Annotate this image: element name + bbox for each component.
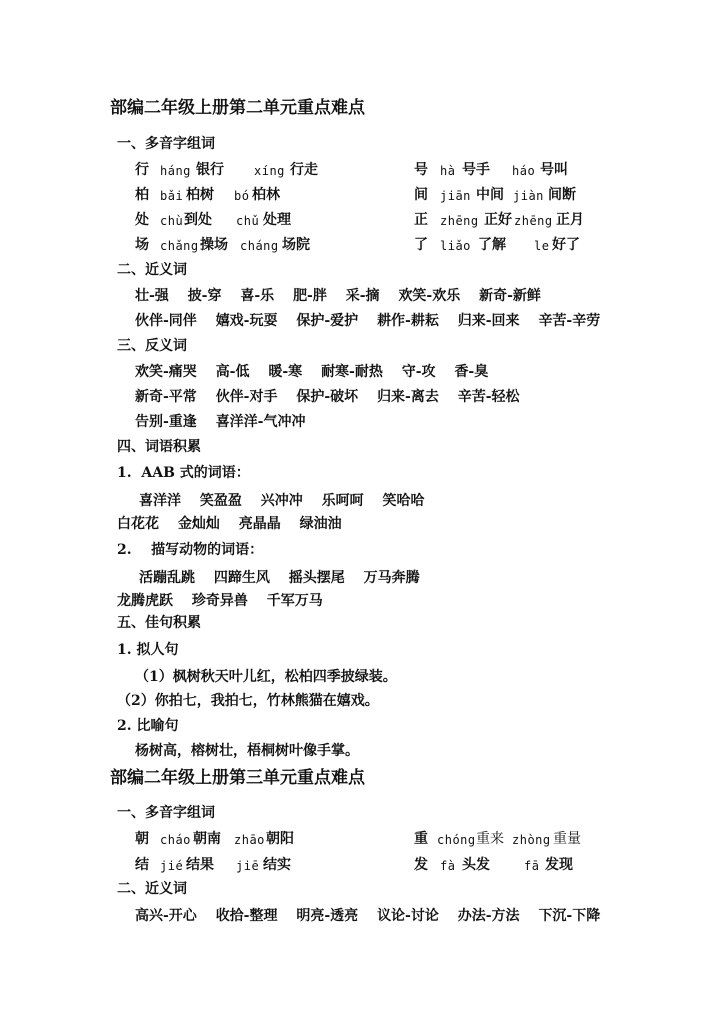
word: 正好 <box>484 212 512 228</box>
word: 行走 <box>290 162 318 178</box>
animal-word: 四蹄生风 <box>213 570 270 586</box>
pinyin: hà <box>440 164 456 178</box>
unit3-s1-heading: 一、多音字组词 <box>117 805 215 821</box>
pinyin: chóng <box>437 833 476 847</box>
word: 结实 <box>263 857 291 873</box>
synonym-pair: 嬉戏-玩耍 <box>215 313 278 329</box>
aab-word: 笑哈哈 <box>382 493 425 509</box>
animal-word: 万马奔腾 <box>363 570 420 586</box>
polyphone-char: 结 <box>135 857 149 873</box>
synonym-pair: 收拾-整理 <box>215 908 278 924</box>
aab-word: 笑盈盈 <box>199 493 242 509</box>
animal-words-subheading: 2. 描写动物的词语： <box>117 542 264 558</box>
pinyin: zhēng <box>440 214 479 228</box>
pinyin: jiān <box>440 189 471 203</box>
pinyin: fā <box>524 859 540 873</box>
pinyin: chù <box>160 214 184 228</box>
unit2-s4-heading: 四、词语积累 <box>117 439 201 455</box>
synonym-line-1 <box>135 287 555 305</box>
antonym-pair: 归来-离去 <box>377 389 439 405</box>
word: 中间 <box>476 187 504 203</box>
pinyin: chǎng <box>160 239 199 253</box>
synonym-pair: 保护-爱护 <box>296 313 359 329</box>
polyphone-char: 处 <box>135 212 149 228</box>
pinyin: cháng <box>240 239 279 253</box>
synonym-pair: 伙伴-同伴 <box>135 313 197 329</box>
antonym-pair: 香-臭 <box>454 364 489 380</box>
aab-word: 绿油油 <box>299 516 342 532</box>
synonym-pair: 肥-胖 <box>293 288 327 304</box>
synonym-pair: 壮-强 <box>135 288 169 304</box>
unit2-s1-heading: 一、多音字组词 <box>117 136 215 152</box>
word: 正月 <box>556 212 584 228</box>
aab-word: 喜洋洋 <box>139 493 181 509</box>
aab-word: 兴冲冲 <box>260 493 303 509</box>
pinyin: jiē <box>236 859 260 873</box>
word: 柏林 <box>252 187 280 203</box>
synonym-pair: 议论-讨论 <box>377 908 439 924</box>
word: 朝阳 <box>266 831 294 847</box>
unit3-title: 部编二年级上册第三单元重点难点 <box>110 768 365 788</box>
synonym-pair: 新奇-新鲜 <box>479 288 541 304</box>
unit3-s2-heading: 二、近义词 <box>117 881 187 897</box>
pinyin: chǔ <box>236 214 260 228</box>
pinyin: zhòng <box>512 833 551 847</box>
sentence: 杨树高，榕树壮，梧桐树叶像手掌。 <box>135 743 359 759</box>
pinyin: bó <box>234 189 250 203</box>
animal-words-line-1 <box>139 569 434 587</box>
synonym-pair: 下沉-下降 <box>538 908 601 924</box>
pinyin: zhēng <box>514 214 553 228</box>
synonym-pair: 辛苦-辛劳 <box>538 313 601 329</box>
aab-word: 白花花 <box>117 516 159 532</box>
personification-subheading: 1. 拟人句 <box>117 642 179 658</box>
synonym-pair: 欢笑-欢乐 <box>398 288 461 304</box>
sentence: （2）你拍七，我拍七，竹林熊猫在嬉戏。 <box>117 693 379 709</box>
unit2-s5-heading: 五、佳句积累 <box>117 615 201 631</box>
synonym-pair: 披-穿 <box>187 288 222 304</box>
aab-word: 金灿灿 <box>177 516 220 532</box>
synonym-pair: 耕作-耕耘 <box>377 313 439 329</box>
antonym-pair: 告别-重逢 <box>135 414 197 430</box>
word: 柏树 <box>186 187 214 203</box>
pinyin: jiàn <box>513 189 544 203</box>
antonym-pair: 保护-破坏 <box>296 389 359 405</box>
synonym-pair: 采-摘 <box>345 288 380 304</box>
aab-words-line-2 <box>117 515 356 533</box>
unit3-synonym-line-1 <box>135 907 614 925</box>
antonym-line-2 <box>135 388 534 406</box>
pinyin: háo <box>512 164 536 178</box>
word: 朝南 <box>193 831 221 847</box>
aab-words-line-1 <box>139 492 439 510</box>
word: 头发 <box>462 857 490 873</box>
antonym-pair: 辛苦-轻松 <box>457 389 520 405</box>
pinyin: cháo <box>160 833 191 847</box>
synonym-line-2 <box>135 312 614 330</box>
word: 重来 <box>476 831 504 847</box>
antonym-pair: 暖-寒 <box>268 364 303 380</box>
polyphone-char: 朝 <box>135 831 149 847</box>
animal-words-line-2 <box>117 592 337 610</box>
polyphone-char: 发 <box>414 857 428 873</box>
polyphone-char: 间 <box>414 187 428 203</box>
word: 操场 <box>200 237 228 253</box>
antonym-pair: 守-攻 <box>401 364 436 380</box>
pinyin: bǎi <box>160 189 184 203</box>
antonym-pair: 高-低 <box>215 364 250 380</box>
pinyin: liǎo <box>440 239 471 253</box>
pinyin: le <box>534 239 550 253</box>
sentence: （1）枫树秋天叶儿红，松柏四季披绿装。 <box>135 669 397 685</box>
polyphone-char: 号 <box>414 162 428 178</box>
aab-word: 乐呵呵 <box>321 493 364 509</box>
aab-subheading: 1. AAB 式的词语： <box>117 465 250 481</box>
unit2-s2-heading: 二、近义词 <box>117 262 187 278</box>
synonym-pair: 明亮-透亮 <box>296 908 359 924</box>
animal-word: 千军万马 <box>266 593 323 609</box>
synonym-pair: 喜-乐 <box>240 288 275 304</box>
pinyin: xíng <box>254 164 285 178</box>
word: 重量 <box>553 831 581 847</box>
antonym-pair: 新奇-平常 <box>135 389 197 405</box>
polyphone-char: 柏 <box>135 187 149 203</box>
aab-word: 亮晶晶 <box>238 516 281 532</box>
antonym-line-3 <box>135 413 320 431</box>
word: 到处 <box>184 212 212 228</box>
polyphone-char: 行 <box>135 162 149 178</box>
antonym-pair: 伙伴-对手 <box>215 389 278 405</box>
polyphone-char: 了 <box>414 237 428 253</box>
unit2-title: 部编二年级上册第二单元重点难点 <box>110 98 365 118</box>
word: 好了 <box>552 237 580 253</box>
metaphor-subheading: 2. 比喻句 <box>117 718 179 734</box>
word: 银行 <box>196 162 224 178</box>
polyphone-char: 场 <box>135 237 149 253</box>
pinyin: jié <box>160 859 184 873</box>
animal-word: 珍奇异兽 <box>191 593 248 609</box>
word: 间断 <box>548 187 576 203</box>
antonym-line-1 <box>135 363 502 381</box>
antonym-pair: 喜洋洋-气冲冲 <box>215 414 306 430</box>
pinyin: fà <box>440 859 456 873</box>
polyphone-char: 正 <box>414 212 428 228</box>
animal-word: 龙腾虎跃 <box>117 593 173 609</box>
word: 处理 <box>263 212 291 228</box>
word: 号手 <box>462 162 490 178</box>
word: 号叫 <box>540 162 568 178</box>
antonym-pair: 耐寒-耐热 <box>321 364 383 380</box>
pinyin: háng <box>160 164 191 178</box>
synonym-pair: 高兴-开心 <box>135 908 197 924</box>
animal-word: 摇头摆尾 <box>288 570 345 586</box>
word: 场院 <box>282 237 310 253</box>
unit2-s3-heading: 三、反义词 <box>117 338 187 354</box>
synonym-pair: 归来-回来 <box>457 313 520 329</box>
polyphone-char: 重 <box>414 831 428 847</box>
word: 了解 <box>478 237 506 253</box>
synonym-pair: 办法-方法 <box>457 908 520 924</box>
word: 发现 <box>545 857 573 873</box>
word: 结果 <box>186 857 214 873</box>
animal-word: 活蹦乱跳 <box>139 570 195 586</box>
antonym-pair: 欢笑-痛哭 <box>135 364 197 380</box>
pinyin: zhāo <box>234 833 265 847</box>
